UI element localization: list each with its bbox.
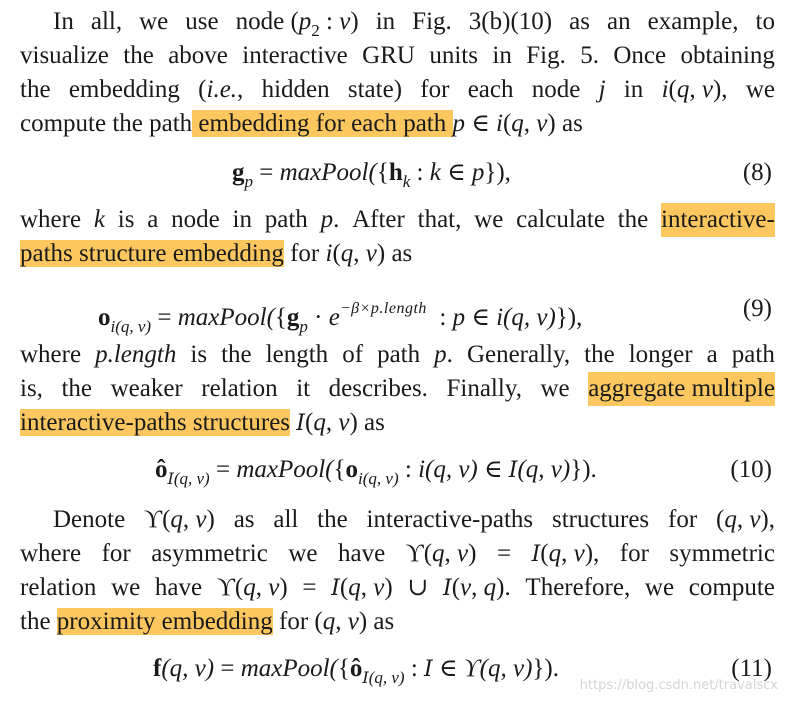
equation-9-number: (9) [742,295,772,322]
equation-10: $ô_{I(q, v)}$ = $maxPool(\{o_{i(q, v)}$ : i(q, v) ∈ I(q, v)}). (10) [0,452,796,488]
paragraph-4-line-3: relation we have ϒ(q, v) = I(q, v) ∪ I(v, q). Therefore, we compute [20,574,775,601]
paragraph-3-line-3: interactive-paths structures I(q, v) as [20,409,385,436]
equation-10-number: (10) [730,456,772,483]
paragraph-1-line-3: the embedding (i.e., hidden state) for each node j in i(q, v), we [20,76,775,103]
highlight-proximity-embedding: proximity embedding [56,608,273,635]
paragraph-4-line-4: the proximity embedding for (q, v) as [20,608,395,635]
highlight-aggregate-multiple: aggregate multiple [588,372,775,406]
eq-inline-p: p [298,8,312,35]
equation-8-number: (8) [742,159,772,186]
equation-9: $o_{i(q, v)}$ = $maxPool(\{g_p \cdot e^{-\beta\times p.length}$ : p ∈ i(q, v)}), (9) [0,291,796,327]
watermark-url: https://blog.csdn.net/travalscx [579,678,778,693]
paragraph-3-line-1: where p.length is the length of path p. Generally, the longer a path [20,341,775,368]
paragraph-4-line-2: where for asymmetric we have ϒ(q, v) = I(q, v), for symmetric [20,540,775,567]
paragraph-2-line-1: where k is a node in path p. After that, we calculate the interactive- [20,203,775,237]
paragraph-3-line-2: is, the weaker relation it describes. Finally, we aggregate multiple [20,372,775,406]
highlight-interactive-paths-structures: interactive-paths structures [20,409,291,436]
equation-11: f(q, $v) = maxPool(\{ô_{I(q, v)}$ : I ∈ ϒ(q, v)}). (11) [0,651,796,687]
highlight-path-embedding: embedding for each path [192,110,453,137]
highlight-interactive: interactive- [661,203,775,237]
paragraph-4-line-1: Denote ϒ(q, v) as all the interactive-paths structures for (q, v), [53,506,775,533]
paragraph-1-line-1: In all, we use node ($p_2$ : v) in Fig. 3(b)(10) as an example, to [53,8,775,40]
paragraph-1-line-2: visualize the above interactive GRU units in Fig. 5. Once obtaining [20,42,775,69]
equation-8: $g_p$ = $maxPool(\{h_k$ : k ∈ p}), (8) [0,155,796,191]
equation-11-number: (11) [731,655,772,682]
paragraph-1-line-4: compute the path embedding for each path p ∈ i(q, v) as [20,110,583,137]
paragraph-2-line-2: paths structure embedding for i(q, v) as [20,240,413,267]
highlight-paths-structure-embedding: paths structure embedding [20,240,284,267]
